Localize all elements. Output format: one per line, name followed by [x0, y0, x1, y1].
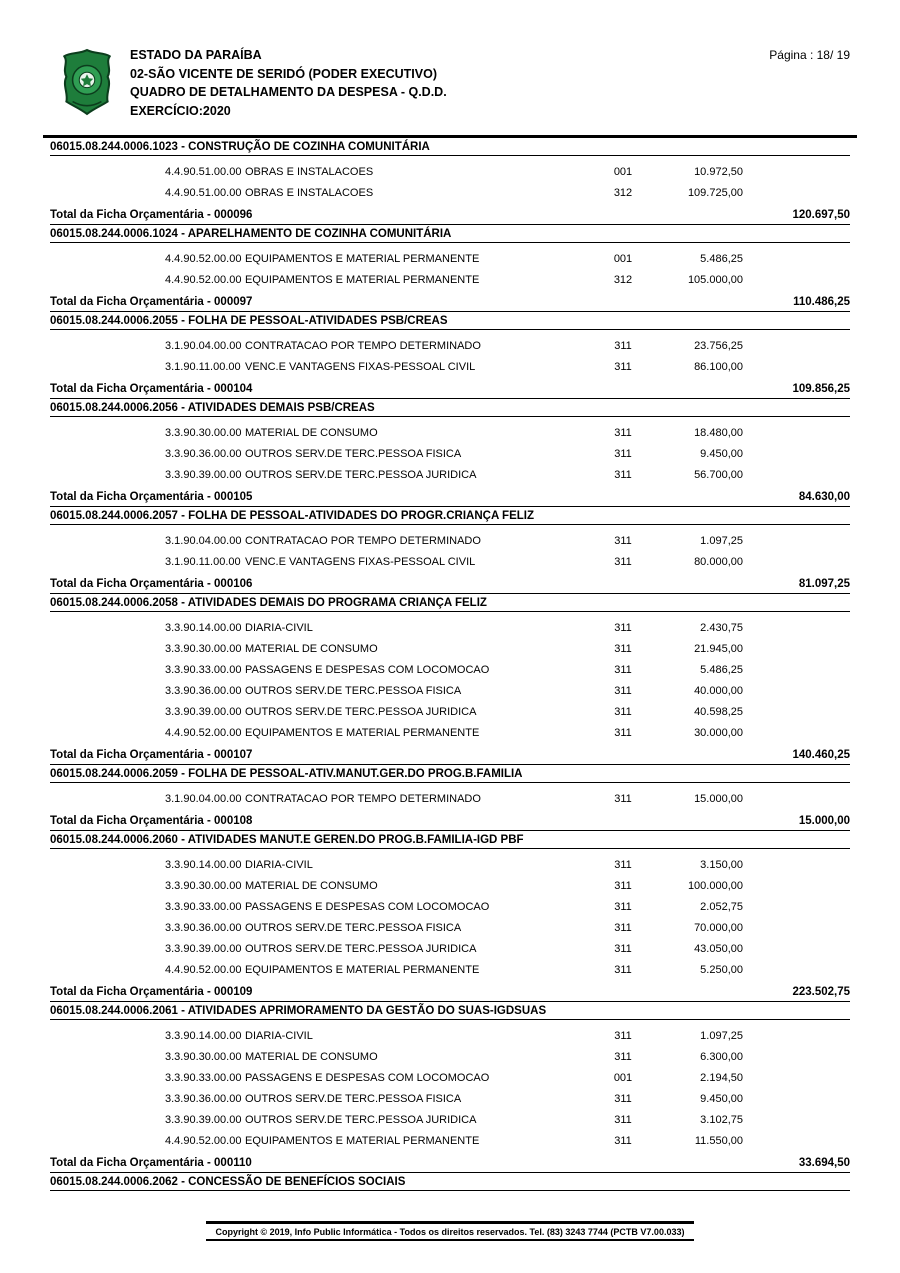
row-desc: OUTROS SERV.DE TERC.PESSOA FISICA: [245, 1092, 462, 1105]
expense-row: [50, 917, 850, 938]
row-value: 43.050,00: [694, 942, 743, 955]
row-value: 10.972,50: [694, 165, 743, 178]
row-desc: EQUIPAMENTOS E MATERIAL PERMANENTE: [245, 273, 480, 286]
row-code: 4.4.90.51.00.00: [165, 165, 242, 178]
row-desc: PASSAGENS E DESPESAS COM LOCOMOCAO: [245, 900, 490, 913]
row-code: 3.1.90.04.00.00: [165, 534, 242, 547]
row-src: 311: [614, 705, 632, 718]
budget-section: [50, 1002, 850, 1173]
expense-row: [50, 1130, 850, 1151]
expense-row: [50, 1067, 850, 1088]
row-code: 3.3.90.36.00.00: [165, 1092, 242, 1105]
row-desc: CONTRATACAO POR TEMPO DETERMINADO: [245, 534, 481, 547]
total-label: Total da Ficha Orçamentária - 000109: [50, 986, 253, 998]
expense-row: [50, 356, 850, 377]
budget-section: [50, 225, 850, 312]
row-value: 30.000,00: [694, 726, 743, 739]
section-title: 06015.08.244.0006.2059 - FOLHA DE PESSOAL-ATIV.MANUT.GER.DO PROG.B.FAMILIA: [50, 765, 850, 783]
section-total-row: [50, 812, 850, 831]
budget-section: [50, 765, 850, 831]
row-desc: OUTROS SERV.DE TERC.PESSOA JURIDICA: [245, 942, 477, 955]
row-src: 311: [614, 426, 632, 439]
section-total-row: [50, 983, 850, 1002]
section-total-row: [50, 293, 850, 312]
budget-section: [50, 507, 850, 594]
section-title: 06015.08.244.0006.1024 - APARELHAMENTO DE COZINHA COMUNITÁRIA: [50, 225, 850, 243]
row-value: 1.097,25: [700, 1029, 743, 1042]
row-desc: EQUIPAMENTOS E MATERIAL PERMANENTE: [245, 1134, 480, 1147]
row-code: 3.3.90.33.00.00: [165, 663, 242, 676]
section-total-row: [50, 1154, 850, 1173]
row-desc: MATERIAL DE CONSUMO: [245, 642, 378, 655]
row-src: 312: [613, 273, 633, 286]
row-value: 11.550,00: [694, 1134, 743, 1147]
total-label: Total da Ficha Orçamentária - 000108: [50, 815, 253, 827]
expense-row: [50, 422, 850, 443]
row-code: 3.3.90.30.00.00: [165, 426, 242, 439]
budget-section: [50, 399, 850, 507]
budget-section: [50, 831, 850, 1002]
trailing-section-title: 06015.08.244.0006.2062 - CONCESSÃO DE BENEFÍCIOS SOCIAIS: [50, 1173, 850, 1191]
expense-row: [50, 464, 850, 485]
row-src: 311: [614, 339, 632, 352]
row-src: 311: [614, 792, 632, 805]
row-value: 3.102,75: [700, 1113, 743, 1126]
row-src: 311: [614, 900, 632, 913]
row-src: 311: [614, 1113, 632, 1126]
row-code: 3.3.90.30.00.00: [165, 642, 242, 655]
coat-of-arms-icon: [58, 48, 116, 116]
total-label: Total da Ficha Orçamentária - 000107: [50, 749, 253, 761]
row-desc: MATERIAL DE CONSUMO: [245, 426, 378, 439]
total-label: Total da Ficha Orçamentária - 000105: [50, 491, 253, 503]
row-value: 5.486,25: [700, 663, 743, 676]
row-src: 311: [614, 1134, 632, 1147]
section-title: 06015.08.244.0006.2060 - ATIVIDADES MANUT.E GEREN.DO PROG.B.FAMILIA-IGD PBF: [50, 831, 850, 849]
row-value: 100.000,00: [687, 879, 743, 892]
section-rows: [50, 330, 850, 380]
section-rows: [50, 1020, 850, 1154]
expense-row: [50, 1109, 850, 1130]
header-exercise: EXERCÍCIO:2020: [130, 103, 231, 118]
row-desc: OUTROS SERV.DE TERC.PESSOA JURIDICA: [245, 705, 477, 718]
expense-row: [50, 1088, 850, 1109]
row-src: 311: [614, 1029, 632, 1042]
row-src: 311: [614, 858, 632, 871]
row-src: 312: [613, 186, 633, 199]
expense-row: [50, 680, 850, 701]
section-total-row: [50, 488, 850, 507]
row-desc: PASSAGENS E DESPESAS COM LOCOMOCAO: [245, 663, 490, 676]
total-label: Total da Ficha Orçamentária - 000106: [50, 578, 253, 590]
total-label: Total da Ficha Orçamentária - 000097: [50, 296, 253, 308]
section-rows: [50, 612, 850, 746]
row-code: 4.4.90.51.00.00: [165, 186, 242, 199]
header-text-block: [130, 46, 850, 120]
row-src: 311: [614, 963, 632, 976]
row-code: 3.3.90.14.00.00: [165, 1029, 242, 1042]
row-src: 311: [614, 921, 632, 934]
row-src: 311: [614, 360, 632, 373]
row-desc: OBRAS E INSTALACOES: [245, 186, 374, 199]
expense-row: [50, 530, 850, 551]
row-desc: OBRAS E INSTALACOES: [245, 165, 374, 178]
row-value: 2.430,75: [700, 621, 743, 634]
section-total-row: [50, 575, 850, 594]
header-entity: 02-SÃO VICENTE DE SERIDÓ (PODER EXECUTIVO): [130, 66, 437, 81]
row-desc: OUTROS SERV.DE TERC.PESSOA JURIDICA: [245, 1113, 477, 1126]
expense-row: [50, 959, 850, 980]
total-value: 33.694,50: [798, 1157, 850, 1169]
row-value: 9.450,00: [700, 1092, 743, 1105]
section-title: 06015.08.244.0006.2061 - ATIVIDADES APRIMORAMENTO DA GESTÃO DO SUAS-IGDSUAS: [50, 1002, 850, 1020]
row-code: 3.3.90.39.00.00: [165, 468, 242, 481]
row-desc: OUTROS SERV.DE TERC.PESSOA JURIDICA: [245, 468, 477, 481]
expense-row: [50, 638, 850, 659]
row-desc: VENC.E VANTAGENS FIXAS-PESSOAL CIVIL: [245, 360, 476, 373]
row-desc: MATERIAL DE CONSUMO: [245, 879, 378, 892]
row-value: 2.194,50: [700, 1071, 743, 1084]
row-src: 311: [614, 879, 632, 892]
row-value: 15.000,00: [694, 792, 743, 805]
sections-container: [50, 138, 850, 1173]
row-src: 311: [614, 1050, 632, 1063]
row-src: 311: [614, 663, 632, 676]
row-src: 001: [613, 1071, 633, 1084]
row-value: 21.945,00: [694, 642, 743, 655]
section-title: 06015.08.244.0006.2058 - ATIVIDADES DEMAIS DO PROGRAMA CRIANÇA FELIZ: [50, 594, 850, 612]
row-src: 311: [614, 447, 632, 460]
row-code: 3.3.90.39.00.00: [165, 705, 242, 718]
row-code: 3.1.90.11.00.00: [165, 555, 241, 568]
report-header: [50, 46, 850, 120]
row-desc: OUTROS SERV.DE TERC.PESSOA FISICA: [245, 921, 462, 934]
row-value: 109.725,00: [687, 186, 743, 199]
budget-section: [50, 312, 850, 399]
row-value: 86.100,00: [694, 360, 743, 373]
row-code: 3.3.90.36.00.00: [165, 447, 242, 460]
row-src: 311: [614, 684, 632, 697]
row-desc: EQUIPAMENTOS E MATERIAL PERMANENTE: [245, 963, 480, 976]
expense-row: [50, 788, 850, 809]
row-code: 3.3.90.33.00.00: [165, 900, 242, 913]
row-code: 4.4.90.52.00.00: [165, 252, 242, 265]
row-value: 3.150,00: [700, 858, 743, 871]
section-rows: [50, 525, 850, 575]
expense-row: [50, 875, 850, 896]
total-value: 109.856,25: [792, 383, 850, 395]
row-desc: DIARIA-CIVIL: [245, 1029, 313, 1042]
row-code: 3.3.90.14.00.00: [165, 858, 242, 871]
total-value: 120.697,50: [792, 209, 850, 221]
expense-row: [50, 161, 850, 182]
row-value: 56.700,00: [694, 468, 743, 481]
section-total-row: [50, 206, 850, 225]
total-value: 84.630,00: [798, 491, 850, 503]
row-code: 3.3.90.14.00.00: [165, 621, 242, 634]
row-desc: DIARIA-CIVIL: [245, 621, 313, 634]
total-value: 223.502,75: [792, 986, 850, 998]
total-value: 15.000,00: [798, 815, 850, 827]
expense-row: [50, 659, 850, 680]
expense-row: [50, 854, 850, 875]
total-value: 81.097,25: [798, 578, 850, 590]
expense-row: [50, 722, 850, 743]
expense-row: [50, 1025, 850, 1046]
budget-section: [50, 138, 850, 225]
row-desc: MATERIAL DE CONSUMO: [245, 1050, 378, 1063]
row-desc: OUTROS SERV.DE TERC.PESSOA FISICA: [245, 684, 462, 697]
expense-row: [50, 443, 850, 464]
row-code: 3.3.90.30.00.00: [165, 1050, 242, 1063]
row-value: 18.480,00: [694, 426, 743, 439]
expense-row: [50, 335, 850, 356]
row-value: 105.000,00: [687, 273, 743, 286]
budget-section: [50, 594, 850, 765]
expense-row: [50, 269, 850, 290]
total-label: Total da Ficha Orçamentária - 000110: [50, 1157, 252, 1169]
row-src: 311: [614, 534, 632, 547]
section-rows: [50, 783, 850, 812]
section-rows: [50, 417, 850, 488]
expense-row: [50, 896, 850, 917]
row-src: 311: [614, 621, 632, 634]
row-src: 311: [614, 942, 632, 955]
row-code: 3.3.90.39.00.00: [165, 1113, 242, 1126]
row-desc: EQUIPAMENTOS E MATERIAL PERMANENTE: [245, 252, 480, 265]
section-rows: [50, 156, 850, 206]
row-code: 3.3.90.36.00.00: [165, 684, 242, 697]
row-src: 001: [613, 252, 633, 265]
row-code: 3.1.90.11.00.00: [165, 360, 241, 373]
row-src: 311: [614, 726, 632, 739]
row-code: 3.3.90.30.00.00: [165, 879, 242, 892]
row-value: 9.450,00: [700, 447, 743, 460]
row-code: 3.3.90.39.00.00: [165, 942, 242, 955]
row-desc: CONTRATACAO POR TEMPO DETERMINADO: [245, 339, 481, 352]
row-code: 3.3.90.33.00.00: [165, 1071, 242, 1084]
row-code: 4.4.90.52.00.00: [165, 963, 242, 976]
expense-row: [50, 701, 850, 722]
row-value: 23.756,25: [694, 339, 743, 352]
header-org: ESTADO DA PARAÍBA: [130, 48, 262, 62]
expense-row: [50, 617, 850, 638]
row-value: 1.097,25: [700, 534, 743, 547]
total-label: Total da Ficha Orçamentária - 000096: [50, 209, 253, 221]
row-desc: CONTRATACAO POR TEMPO DETERMINADO: [245, 792, 481, 805]
section-title: 06015.08.244.0006.2056 - ATIVIDADES DEMAIS PSB/CREAS: [50, 399, 850, 417]
row-src: 311: [614, 1092, 632, 1105]
section-title: 06015.08.244.0006.1023 - CONSTRUÇÃO DE COZINHA COMUNITÁRIA: [50, 138, 850, 156]
total-value: 140.460,25: [792, 749, 850, 761]
expense-row: [50, 938, 850, 959]
row-value: 70.000,00: [694, 921, 743, 934]
section-rows: [50, 849, 850, 983]
report-footer: [0, 1221, 900, 1241]
row-code: 4.4.90.52.00.00: [165, 726, 242, 739]
expense-row: [50, 1046, 850, 1067]
expense-row: [50, 551, 850, 572]
section-total-row: [50, 380, 850, 399]
total-value: 110.486,25: [793, 296, 850, 308]
copyright-text: Copyright © 2019, Info Public Informática - Todos os direitos reservados. Tel. (83) 3243 7744 (PCTB V7.00.033): [206, 1221, 695, 1241]
row-desc: DIARIA-CIVIL: [245, 858, 313, 871]
expense-row: [50, 182, 850, 203]
total-label: Total da Ficha Orçamentária - 000104: [50, 383, 253, 395]
row-value: 5.486,25: [700, 252, 743, 265]
expense-row: [50, 248, 850, 269]
row-desc: EQUIPAMENTOS E MATERIAL PERMANENTE: [245, 726, 480, 739]
section-rows: [50, 243, 850, 293]
row-code: 3.3.90.36.00.00: [165, 921, 242, 934]
row-value: 2.052,75: [700, 900, 743, 913]
page-number: Página : 18/ 19: [769, 48, 850, 62]
section-title: 06015.08.244.0006.2055 - FOLHA DE PESSOAL-ATIVIDADES PSB/CREAS: [50, 312, 850, 330]
row-value: 40.598,25: [694, 705, 743, 718]
row-value: 5.250,00: [700, 963, 743, 976]
row-code: 4.4.90.52.00.00: [165, 1134, 242, 1147]
section-title: 06015.08.244.0006.2057 - FOLHA DE PESSOAL-ATIVIDADES DO PROGR.CRIANÇA FELIZ: [50, 507, 850, 525]
section-total-row: [50, 746, 850, 765]
row-code: 4.4.90.52.00.00: [165, 273, 242, 286]
row-src: 311: [614, 642, 632, 655]
row-src: 001: [613, 165, 633, 178]
row-value: 40.000,00: [694, 684, 743, 697]
row-src: 311: [614, 468, 632, 481]
row-src: 311: [614, 555, 632, 568]
header-report-title: QUADRO DE DETALHAMENTO DA DESPESA - Q.D.D.: [130, 85, 447, 99]
row-desc: OUTROS SERV.DE TERC.PESSOA FISICA: [245, 447, 462, 460]
row-code: 3.1.90.04.00.00: [165, 339, 242, 352]
row-desc: PASSAGENS E DESPESAS COM LOCOMOCAO: [245, 1071, 490, 1084]
row-code: 3.1.90.04.00.00: [165, 792, 242, 805]
row-value: 80.000,00: [694, 555, 743, 568]
row-value: 6.300,00: [700, 1050, 743, 1063]
row-desc: VENC.E VANTAGENS FIXAS-PESSOAL CIVIL: [245, 555, 476, 568]
